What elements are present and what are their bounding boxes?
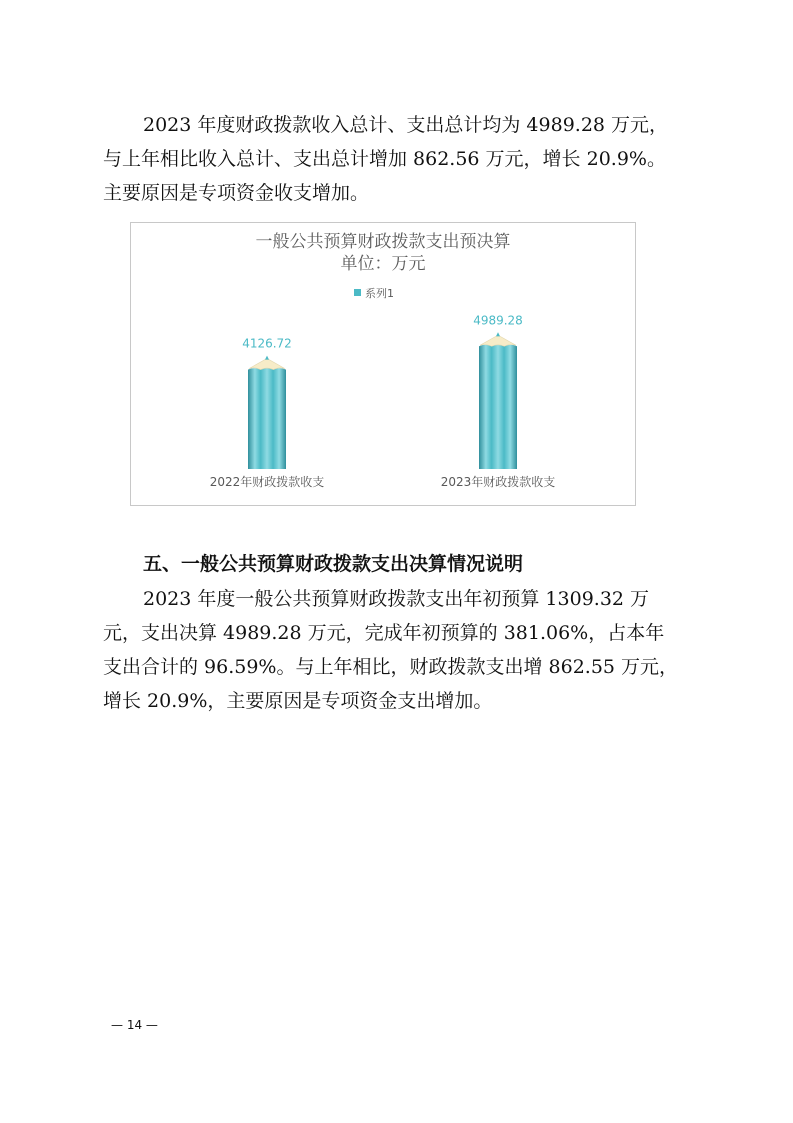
bar-tip: [480, 336, 516, 346]
intro-line: 与上年相比收入总计、支出总计增加 862.56 万元，增长 20.9%。: [103, 148, 666, 170]
section5-line: 元，支出决算 4989.28 万元，完成年初预算的 381.06%，占本年: [103, 622, 665, 644]
category-label: 2022年财政拨款收支: [209, 475, 325, 489]
data-label: 4126.72: [242, 336, 292, 351]
bars-layer: [210, 313, 556, 489]
bar-lead: [496, 332, 500, 336]
page-number: — 14 —: [111, 1018, 158, 1032]
section-heading: 五、一般公共预算财政拨款支出决算情况说明: [143, 553, 524, 575]
expenditure-chart: [130, 222, 636, 506]
intro-paragraph: [103, 108, 693, 210]
intro-line: 主要原因是专项资金收支增加。: [103, 182, 370, 204]
section5-line: 增长 20.9%，主要原因是专项资金支出增加。: [103, 690, 493, 712]
data-label: 4989.28: [473, 313, 523, 328]
intro-line: 2023 年度财政拨款收入总计、支出总计均为 4989.28 万元，: [143, 114, 669, 136]
chart-title: 一般公共预算财政拨款支出预决算: [255, 232, 511, 252]
chart-legend: [354, 286, 394, 300]
section5-line: 支出合计的 96.59%。与上年相比，财政拨款支出增 862.55 万元，: [103, 656, 679, 678]
bar-tip: [249, 360, 285, 370]
legend-swatch: [354, 289, 361, 296]
legend-label: 系列1: [365, 287, 394, 300]
chart-subtitle: 单位：万元: [340, 254, 426, 274]
chart-canvas: [131, 223, 635, 505]
bar-lead: [265, 356, 269, 360]
category-label: 2023年财政拨款收支: [440, 475, 556, 489]
section5-paragraph: [103, 582, 693, 718]
section5-line: 2023 年度一般公共预算财政拨款支出年初预算 1309.32 万: [143, 588, 650, 610]
bar-body: [479, 345, 517, 469]
bar-body: [248, 368, 286, 469]
